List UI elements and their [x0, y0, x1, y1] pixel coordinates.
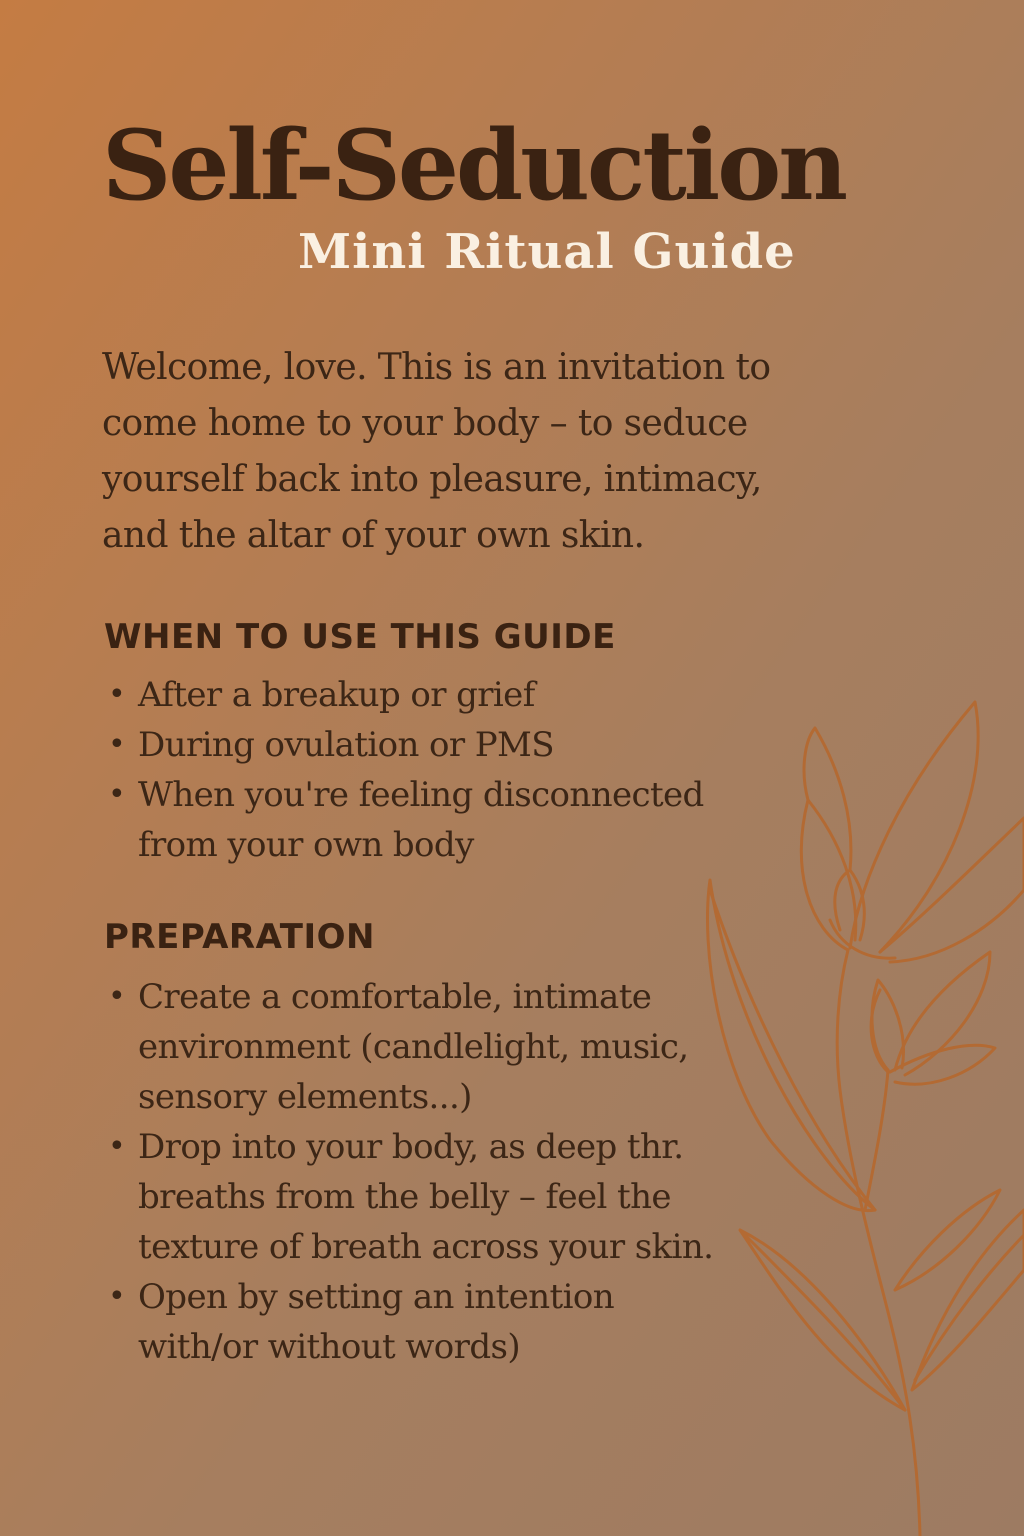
list-item-text: During ovulation or PMS — [138, 725, 554, 765]
bullet-icon: • — [108, 979, 126, 1014]
list-item — [102, 1122, 713, 1272]
page-title: Self-Seduction — [102, 109, 846, 222]
bullet-icon: • — [108, 727, 126, 762]
list-item-text: environment (candlelight, music, — [138, 1027, 689, 1067]
list-item — [102, 1272, 713, 1372]
page-subtitle: Mini Ritual Guide — [298, 224, 796, 280]
bullet-icon: • — [108, 777, 126, 812]
intro-paragraph — [102, 340, 902, 564]
list-item-text: texture of breath across your skin. — [138, 1227, 714, 1267]
preparation-heading: PREPARATION — [104, 917, 375, 957]
list-item — [102, 720, 704, 770]
list-item-text: breaths from the belly – feel the — [138, 1177, 671, 1217]
list-item-text: Create a comfortable, intimate — [138, 977, 652, 1017]
when-to-use-heading: WHEN TO USE THIS GUIDE — [104, 617, 616, 657]
intro-line: Welcome, love. This is an invitation to — [102, 347, 771, 388]
list-item-text: sensory elements...) — [138, 1077, 472, 1117]
list-item-text: with/or without words) — [138, 1327, 521, 1367]
when-to-use-list — [102, 670, 704, 870]
flower-line-art-icon — [690, 690, 1024, 1536]
bullet-icon: • — [108, 1129, 126, 1164]
bullet-icon: • — [108, 1279, 126, 1314]
list-item — [102, 972, 713, 1122]
intro-line: come home to your body – to seduce — [102, 403, 748, 444]
list-item — [102, 770, 704, 870]
intro-line: yourself back into pleasure, intimacy, — [102, 459, 762, 500]
list-item — [102, 670, 704, 720]
preparation-list — [102, 972, 713, 1372]
list-item-text: Drop into your body, as deep thr. — [138, 1127, 684, 1167]
list-item-text: from your own body — [138, 825, 474, 865]
list-item-text: When you're feeling disconnected — [138, 775, 704, 815]
list-item-text: Open by setting an intention — [138, 1277, 615, 1317]
list-item-text: After a breakup or grief — [138, 675, 535, 715]
bullet-icon: • — [108, 677, 126, 712]
intro-line: and the altar of your own skin. — [102, 515, 645, 556]
